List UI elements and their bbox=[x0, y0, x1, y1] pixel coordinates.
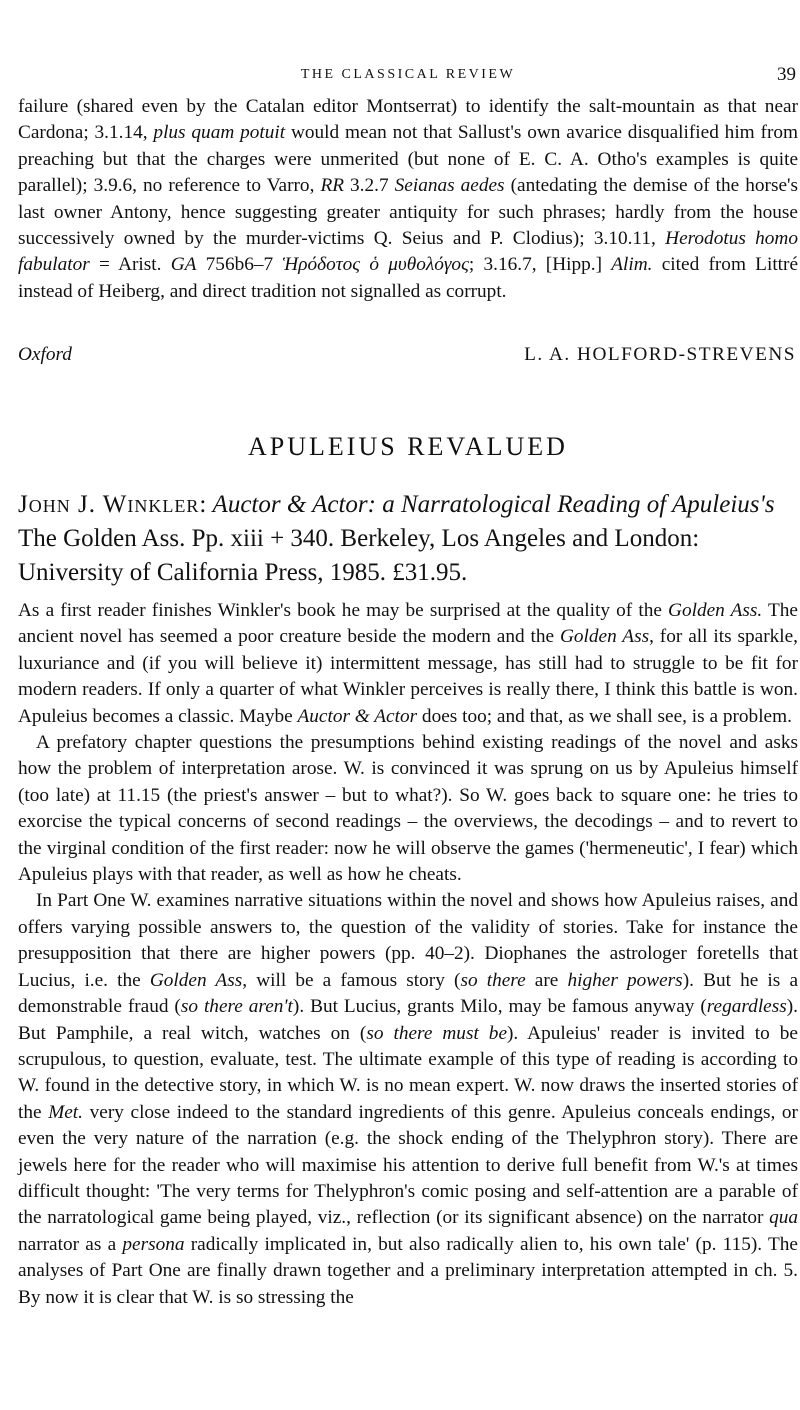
text-run: GA bbox=[170, 254, 197, 276]
text-run: Seianas aedes bbox=[394, 175, 505, 197]
book-citation bbox=[18, 488, 798, 590]
text-run: Alim. bbox=[611, 254, 653, 276]
reviewer-name: L. A. HOLFORD-STREVENS bbox=[524, 344, 796, 365]
text-run: : bbox=[199, 491, 213, 518]
text-run: Golden Ass bbox=[559, 626, 650, 648]
text-run: ). But he is a demonstrable fraud ( bbox=[18, 969, 798, 1018]
review-body bbox=[18, 598, 798, 1311]
text-run: very close indeed to the standard ingredients of this genre. Apuleius conceals endings, or even the very nature of the narration (e.g. the shock ending of the Thelyphron story). There are jewels here for the reader who will maximise his attention to derive full benefit from W.'s at times difficult thought: 'The very terms for Thelyphron's comic posing and self-attention are a parable of the narratological game being played, viz., reflection (or its significant absence) on the narrator bbox=[18, 1101, 798, 1229]
text-run: 3.2.7 bbox=[344, 175, 395, 197]
running-head bbox=[18, 64, 798, 88]
review-paragraph-1 bbox=[18, 598, 798, 730]
text-run: RR bbox=[320, 175, 344, 197]
previous-review-text bbox=[18, 94, 798, 305]
text-run: Auctor & Actor: a Narratological Reading of Apuleius's bbox=[212, 491, 775, 518]
text-run: cited from Littré instead of Heiberg, and direct tradition not signalled as corrupt. bbox=[18, 254, 799, 302]
review-paragraph-3 bbox=[18, 888, 798, 1311]
review-paragraph-2 bbox=[18, 730, 798, 888]
text-run: failure (shared even by the Catalan editor Montserrat) to identify the salt-mountain as that near Cardona; 3.1.14, bbox=[18, 96, 798, 144]
text-run: narrator as a bbox=[18, 1233, 123, 1255]
text-run: so there must be bbox=[366, 1022, 507, 1044]
text-run: John J. Winkler bbox=[18, 491, 200, 518]
text-run: (antedating the demise of the horse's last owner Antony, hence suggesting greater antiquity for such phrases; hardly from the house successively owned by the murder-victims Q. Seius and P. Clodius); 3.10.11, bbox=[18, 175, 799, 250]
text-run: Herodotus homo fabulator bbox=[18, 228, 799, 276]
text-run: radically implicated in, but also radically alien to, his own tale' (p. 115). The analyses of Part One are finally drawn together and a preliminary interpretation attempted in ch. 5. By now it is clear that W. is so stressing the bbox=[18, 1233, 798, 1308]
text-run: higher powers bbox=[567, 969, 683, 991]
text-run: persona bbox=[122, 1233, 185, 1255]
previous-review-paragraph bbox=[18, 94, 798, 305]
text-run: , for all its sparkle, luxuriance and (if you will believe it) intermittent message, has still had to struggle to be fit for modern readers. If only a quarter of what Winkler perceives is really there, I think this battle is won. Apuleius becomes a classic. Maybe bbox=[18, 626, 798, 727]
reviewer-place: Oxford bbox=[18, 344, 72, 365]
page-number: 39 bbox=[777, 64, 796, 85]
text-run: ). But Pamphile, a real witch, watches on ( bbox=[18, 996, 798, 1044]
text-run: ; 3.16.7, [Hipp.] bbox=[468, 254, 612, 276]
text-run: plus quam potuit bbox=[153, 122, 286, 144]
text-run: qua bbox=[769, 1207, 798, 1229]
text-run: are bbox=[525, 969, 568, 991]
text-run: Golden Ass bbox=[149, 969, 243, 991]
text-run: would mean not that Sallust's own avarice disqualified him from preaching but that the charges were unmerited (but none of E. C. A. Otho's examples is quite parallel); 3.9.6, no reference to Varro, bbox=[18, 122, 799, 197]
text-run: The Golden Ass. Pp. xiii + 340. Berkeley, Los Angeles and London: University of California Press, 1985. £31.95. bbox=[18, 525, 700, 586]
text-run: = Arist. bbox=[89, 254, 171, 276]
text-run: does too; and that, as we shall see, is a problem. bbox=[417, 705, 792, 727]
text-run: The ancient novel has seemed a poor creature beside the modern and the bbox=[18, 600, 798, 648]
text-run: regardless bbox=[706, 996, 787, 1018]
text-run: A prefatory chapter questions the presumptions behind existing readings of the novel and asks how the problem of interpretation arose. W. is convinced it was sprung on us by Apuleius himself (too late) at 11.15 (the priest's answer – but to what?). So W. goes back to square one: he tries to exorcise the typical concerns of second readings – the overviews, the decodings – and to revert to the virginal condition of the first reader: now he will observe the games ('hermeneutic', I fear) which Apuleius plays with that reader, as well as how he cheats. bbox=[18, 732, 798, 886]
text-run: Golden Ass. bbox=[668, 600, 763, 621]
text-run: As a first reader finishes Winkler's book he may be surprised at the quality of the bbox=[18, 600, 669, 621]
text-run: , will be a famous story ( bbox=[242, 969, 461, 991]
text-run: 756b6–7 bbox=[196, 254, 283, 276]
text-run: Ἡρόδοτος ὁ μυθολόγος bbox=[282, 254, 469, 276]
text-run: so there aren't bbox=[180, 996, 293, 1018]
signature-row bbox=[18, 344, 798, 372]
text-run: so there bbox=[460, 969, 526, 991]
text-run: In Part One W. examines narrative situations within the novel and shows how Apuleius raises, and offers varying possible answers to, the question of the validity of stories. Take for instance the presupposition that there are higher powers (pp. 40–2). Diophanes the astrologer foretells that Lucius, i.e. the bbox=[18, 890, 798, 991]
journal-title: THE CLASSICAL REVIEW bbox=[300, 67, 516, 82]
review-title: APULEIUS REVALUED bbox=[248, 432, 568, 461]
text-run: Auctor & Actor bbox=[297, 705, 418, 727]
text-run: ). Apuleius' reader is invited to be scrupulous, to question, evaluate, test. The ultimate example of this type of reading is according to W. found in the detective story, in which W. is no mean expert. W. now draws the inserted stories of the bbox=[18, 1022, 798, 1123]
text-run: Met. bbox=[48, 1101, 83, 1123]
text-run: ). But Lucius, grants Milo, may be famous anyway ( bbox=[292, 996, 707, 1018]
